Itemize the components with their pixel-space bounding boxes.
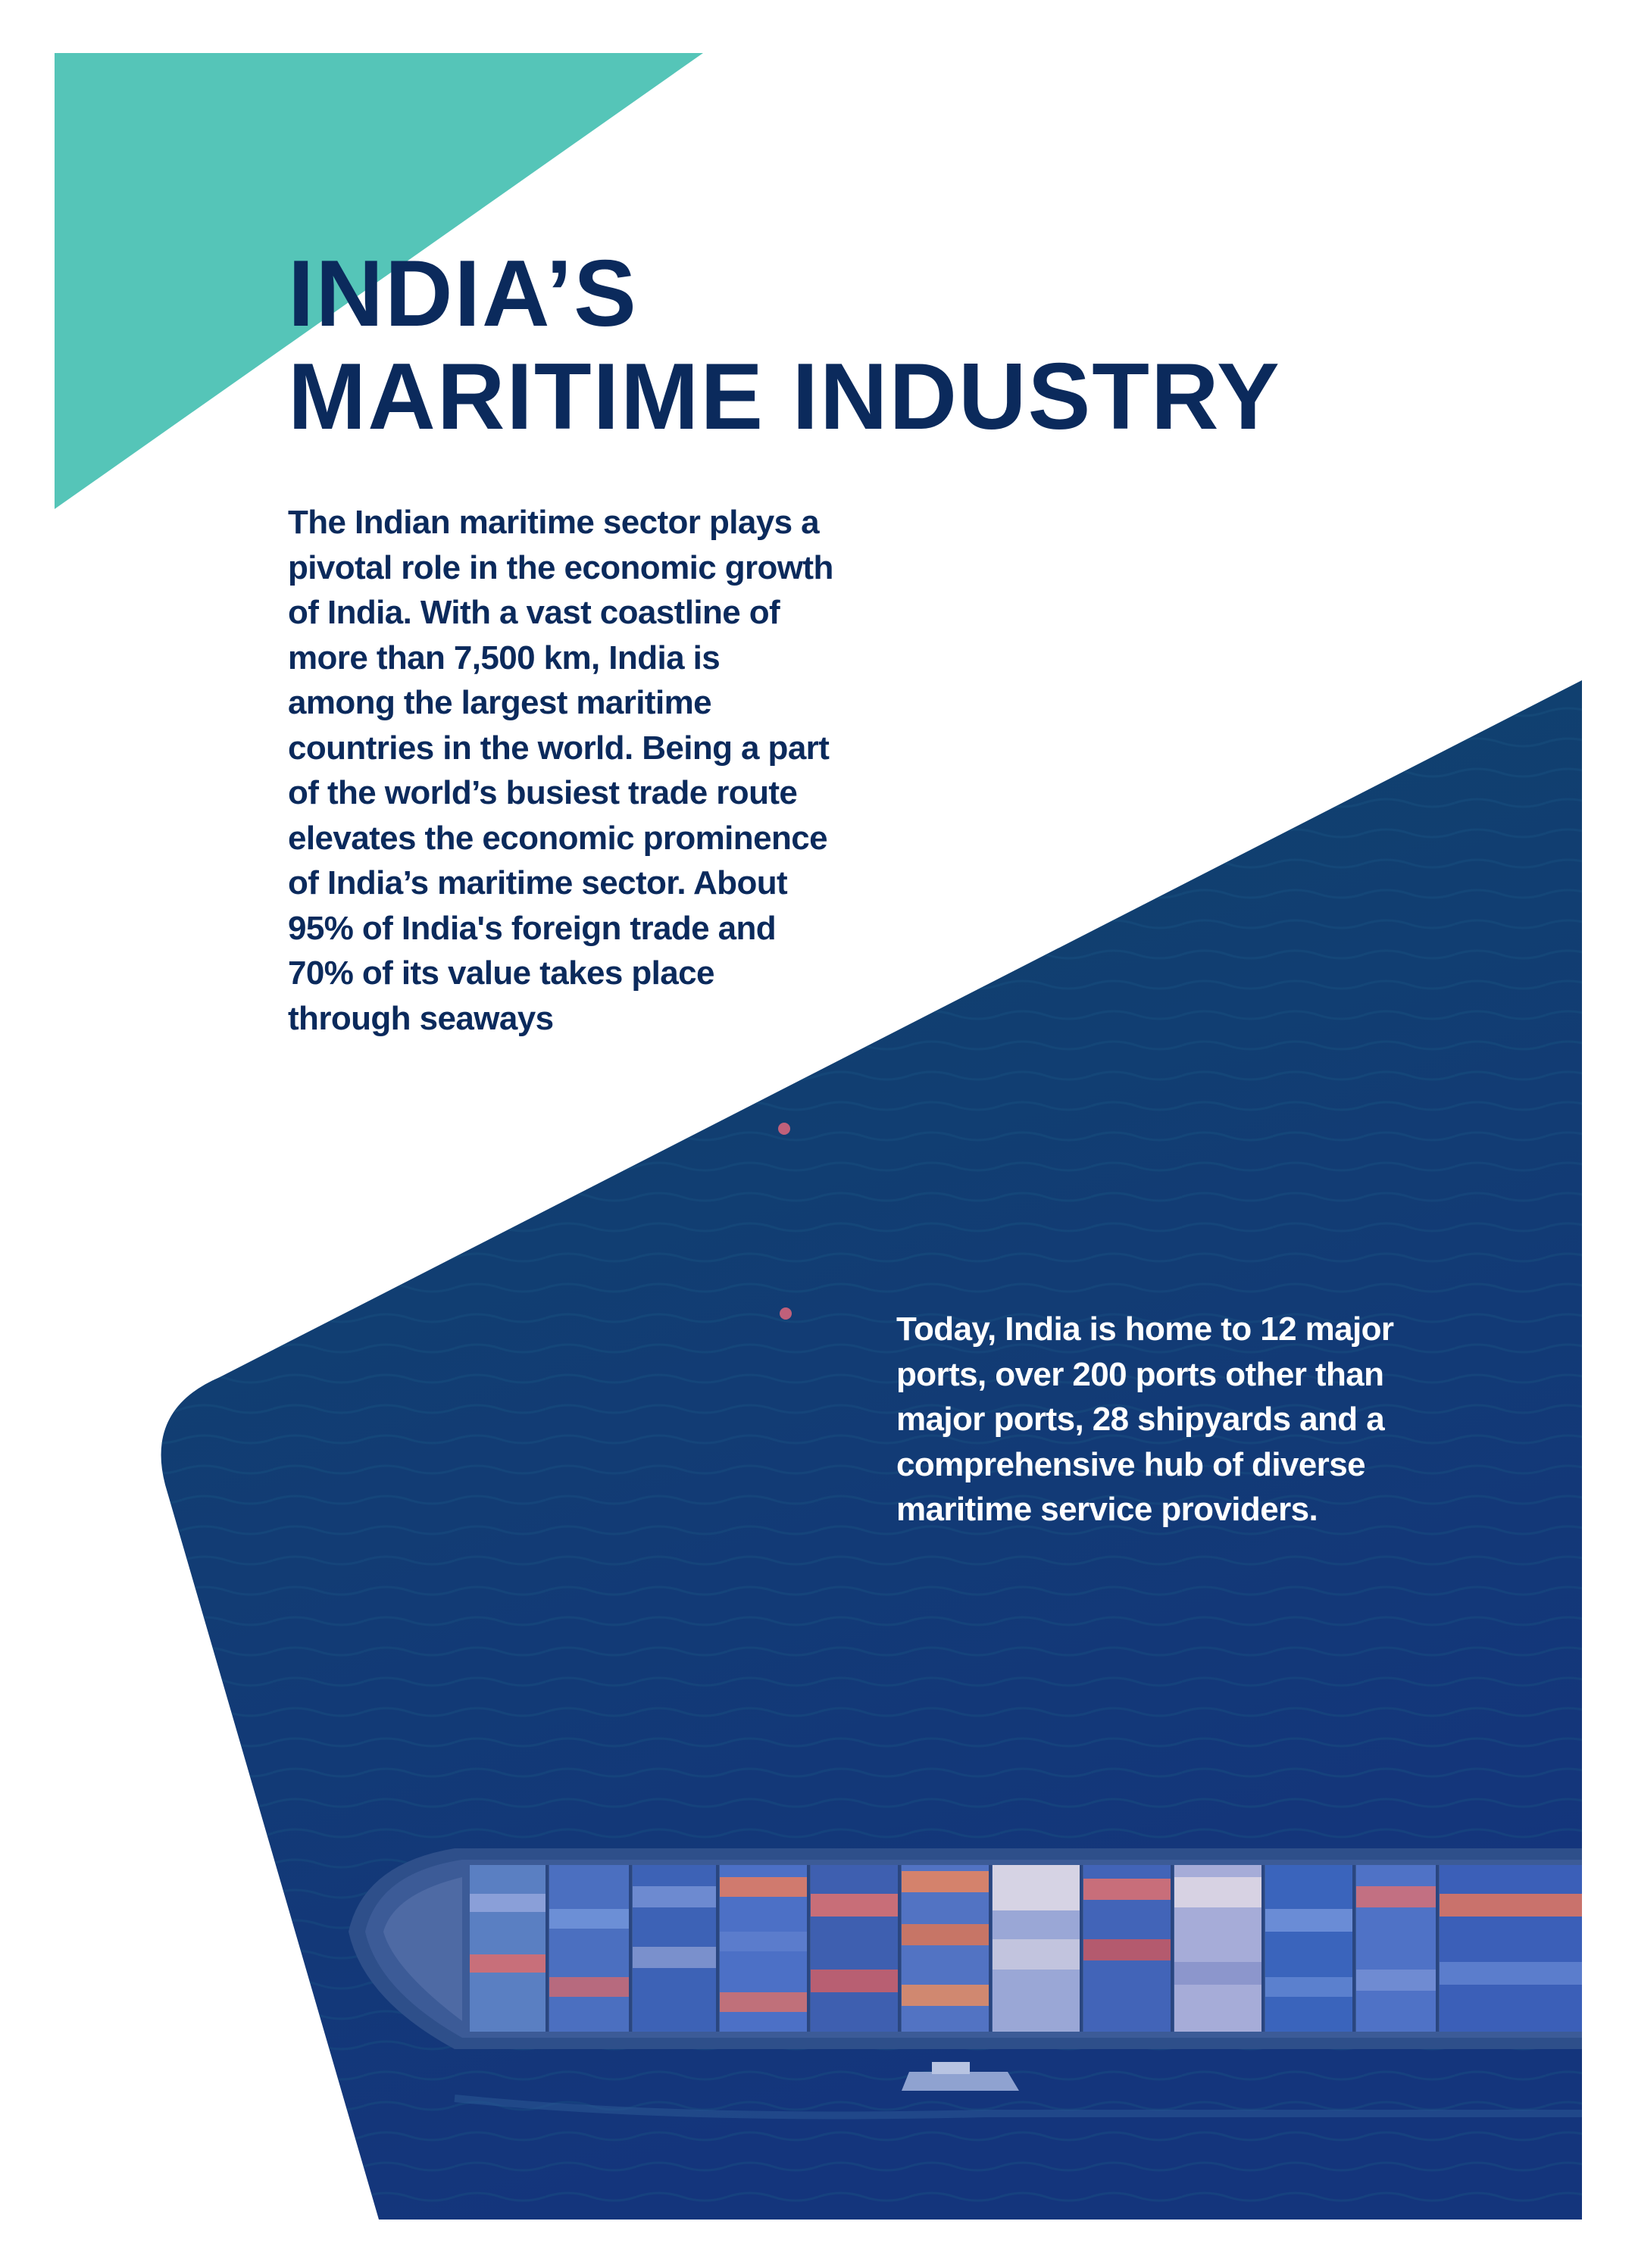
page-title <box>288 242 1281 448</box>
buoy-marker <box>778 1123 790 1135</box>
intro-paragraph: The Indian maritime sector plays a pivotal role in the economic growth of India. With a vast coastline of more than 7,500 km, India is among the largest maritime countries in the world. Being a part of the world’s busiest trade route elevates the economic prominence of India’s maritime sector. About 95% of India's foreign trade and 70% of its value takes place through seaways <box>288 504 833 1037</box>
container-ship <box>349 1848 1582 2049</box>
title-line-1: INDIA’S <box>288 242 638 346</box>
title-line-2: MARITIME INDUSTRY <box>288 345 1281 449</box>
tug-boat <box>902 2072 1019 2091</box>
buoy-marker <box>780 1307 792 1320</box>
ports-paragraph: Today, India is home to 12 major ports, over 200 ports other than major ports, 28 shipyards and a comprehensive hub of diverse maritime service providers. <box>896 1311 1394 1528</box>
